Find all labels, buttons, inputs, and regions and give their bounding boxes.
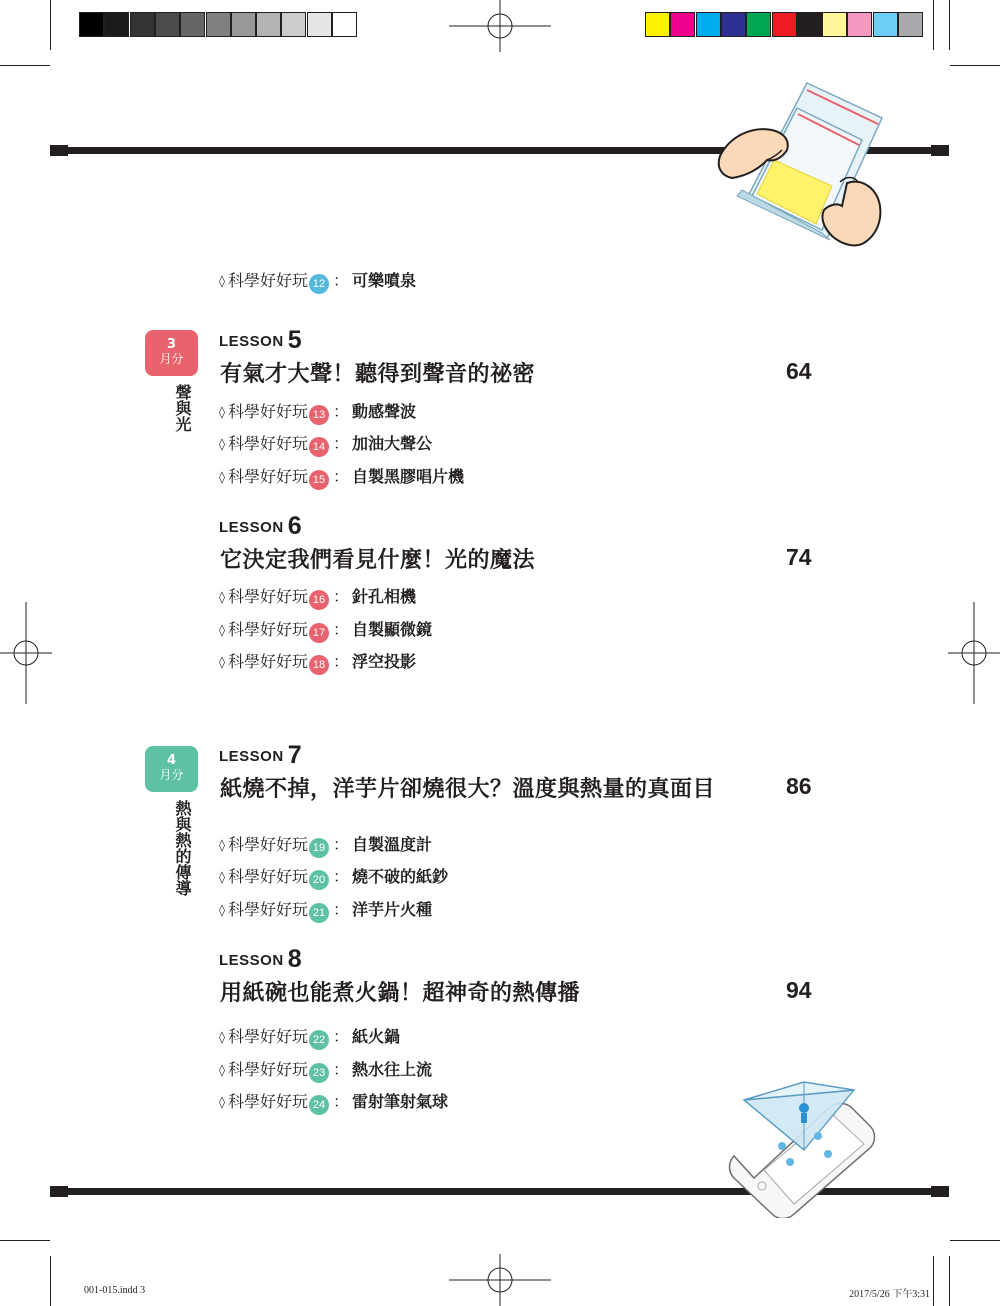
colon: ： bbox=[332, 1060, 349, 1079]
colon: ： bbox=[332, 271, 349, 290]
lesson-word: LESSON bbox=[219, 952, 284, 969]
lesson-word: LESSON bbox=[219, 519, 284, 536]
diamond-icon: ◊ bbox=[219, 903, 225, 917]
experiment-number: 12 bbox=[309, 274, 329, 294]
color-swatch bbox=[696, 12, 721, 37]
lesson-number: 5 bbox=[287, 326, 303, 354]
registration-mark-icon bbox=[449, 1254, 551, 1306]
color-swatch bbox=[797, 12, 822, 37]
experiment-name: 可樂噴泉 bbox=[351, 271, 416, 290]
experiment-number: 18 bbox=[309, 655, 329, 675]
lesson-title[interactable]: 紙燒不掉，洋芋片卻燒很大？溫度與熱量的真面目 bbox=[220, 777, 716, 802]
color-swatch bbox=[822, 12, 847, 37]
experiment-name: 針孔相機 bbox=[351, 587, 416, 606]
lesson-word: LESSON bbox=[219, 748, 284, 765]
experiment-item[interactable] bbox=[219, 271, 416, 294]
experiment-number: 16 bbox=[309, 590, 329, 610]
color-swatch bbox=[772, 12, 797, 37]
page-number[interactable]: 94 bbox=[786, 977, 812, 1003]
colon: ： bbox=[332, 1092, 349, 1111]
experiment-item[interactable] bbox=[219, 900, 432, 923]
month-number: 3 bbox=[166, 337, 177, 352]
experiment-prefix: 科學好好玩 bbox=[227, 1092, 308, 1111]
page-number[interactable]: 64 bbox=[786, 358, 812, 384]
experiment-item[interactable] bbox=[219, 467, 464, 490]
experiment-prefix: 科學好好玩 bbox=[227, 867, 308, 886]
color-swatch bbox=[847, 12, 872, 37]
experiment-number: 17 bbox=[309, 623, 329, 643]
colon: ： bbox=[332, 467, 349, 486]
experiment-number: 24 bbox=[309, 1095, 329, 1115]
experiment-prefix: 科學好好玩 bbox=[227, 271, 308, 290]
colon: ： bbox=[332, 867, 349, 886]
lesson-title[interactable]: 有氣才大聲！聽得到聲音的祕密 bbox=[220, 362, 536, 387]
experiment-prefix: 科學好好玩 bbox=[227, 835, 308, 854]
lesson-title[interactable]: 用紙碗也能煮火鍋！超神奇的熱傳播 bbox=[220, 981, 581, 1006]
color-swatch bbox=[130, 12, 155, 37]
experiment-name: 洋芋片火種 bbox=[351, 900, 432, 919]
color-swatch bbox=[873, 12, 898, 37]
colon: ： bbox=[332, 835, 349, 854]
colon: ： bbox=[332, 402, 349, 421]
rule-cap bbox=[931, 1186, 949, 1197]
diamond-icon: ◊ bbox=[219, 1063, 225, 1077]
colon: ： bbox=[332, 434, 349, 453]
experiment-name: 紙火鍋 bbox=[351, 1027, 400, 1046]
color-swatch bbox=[898, 12, 923, 37]
color-swatch bbox=[79, 12, 104, 37]
experiment-number: 14 bbox=[309, 437, 329, 457]
experiment-item[interactable] bbox=[219, 1092, 448, 1115]
color-swatch bbox=[670, 12, 695, 37]
month-number: 4 bbox=[166, 753, 177, 768]
experiment-number: 21 bbox=[309, 903, 329, 923]
diamond-icon: ◊ bbox=[219, 1095, 225, 1109]
experiment-name: 自製溫度計 bbox=[351, 835, 432, 854]
experiment-item[interactable] bbox=[219, 652, 416, 675]
page-number[interactable]: 86 bbox=[786, 773, 812, 799]
lesson-label bbox=[219, 741, 302, 770]
lesson-word: LESSON bbox=[219, 333, 284, 350]
diamond-icon: ◊ bbox=[219, 437, 225, 451]
experiment-item[interactable] bbox=[219, 835, 432, 858]
diamond-icon: ◊ bbox=[219, 870, 225, 884]
experiment-number: 13 bbox=[309, 405, 329, 425]
diamond-icon: ◊ bbox=[219, 274, 225, 288]
lesson-number: 8 bbox=[287, 945, 303, 973]
experiment-prefix: 科學好好玩 bbox=[227, 652, 308, 671]
color-swatch bbox=[281, 12, 306, 37]
colon: ： bbox=[332, 587, 349, 606]
experiment-item[interactable] bbox=[219, 402, 416, 425]
rule-cap bbox=[50, 145, 68, 156]
rule-cap bbox=[931, 145, 949, 156]
slug-filename: 001-015.indd 3 bbox=[84, 1285, 146, 1296]
diamond-icon: ◊ bbox=[219, 1030, 225, 1044]
registration-mark-icon bbox=[948, 602, 1000, 704]
registration-mark-icon bbox=[0, 602, 52, 704]
color-swatch bbox=[307, 12, 332, 37]
lesson-label bbox=[219, 326, 302, 355]
experiment-prefix: 科學好好玩 bbox=[227, 900, 308, 919]
experiment-name: 熱水往上流 bbox=[351, 1060, 432, 1079]
lesson-label bbox=[219, 512, 302, 541]
colon: ： bbox=[332, 620, 349, 639]
diamond-icon: ◊ bbox=[219, 470, 225, 484]
experiment-name: 自製黑膠唱片機 bbox=[351, 467, 464, 486]
diamond-icon: ◊ bbox=[219, 838, 225, 852]
experiment-name: 浮空投影 bbox=[351, 652, 416, 671]
experiment-number: 22 bbox=[309, 1030, 329, 1050]
experiment-number: 15 bbox=[309, 470, 329, 490]
section-title: 熱與熱的傳導 bbox=[173, 800, 192, 896]
registration-mark-icon bbox=[449, 0, 551, 52]
crop-mark bbox=[0, 1240, 50, 1241]
experiment-item[interactable] bbox=[219, 867, 448, 890]
experiment-name: 加油大聲公 bbox=[351, 434, 432, 453]
ziplock-bag-illustration bbox=[712, 78, 892, 248]
experiment-name: 自製顯微鏡 bbox=[351, 620, 432, 639]
experiment-prefix: 科學好好玩 bbox=[227, 620, 308, 639]
crop-mark bbox=[933, 1256, 934, 1306]
experiment-item[interactable] bbox=[219, 620, 432, 643]
colon: ： bbox=[332, 1027, 349, 1046]
color-swatch bbox=[104, 12, 129, 37]
experiment-name: 動感聲波 bbox=[351, 402, 416, 421]
month-badge bbox=[145, 330, 198, 376]
month-unit: 月分 bbox=[159, 352, 184, 366]
crop-mark bbox=[949, 0, 950, 50]
color-swatch bbox=[231, 12, 256, 37]
color-swatch bbox=[332, 12, 357, 37]
page-number[interactable]: 74 bbox=[786, 544, 812, 570]
crop-mark bbox=[933, 0, 934, 50]
experiment-prefix: 科學好好玩 bbox=[227, 402, 308, 421]
experiment-item[interactable] bbox=[219, 587, 416, 610]
crop-mark bbox=[50, 1256, 51, 1306]
crop-mark bbox=[50, 0, 51, 50]
experiment-prefix: 科學好好玩 bbox=[227, 587, 308, 606]
lesson-title[interactable]: 它決定我們看見什麼！光的魔法 bbox=[220, 548, 536, 573]
color-swatch bbox=[746, 12, 771, 37]
experiment-number: 23 bbox=[309, 1063, 329, 1083]
experiment-number: 20 bbox=[309, 870, 329, 890]
rule-cap bbox=[50, 1186, 68, 1197]
experiment-number: 19 bbox=[309, 838, 329, 858]
diamond-icon: ◊ bbox=[219, 590, 225, 604]
lesson-number: 6 bbox=[287, 512, 303, 540]
color-swatch bbox=[256, 12, 281, 37]
month-unit: 月分 bbox=[159, 768, 184, 782]
experiment-item[interactable] bbox=[219, 1027, 400, 1050]
color-swatch bbox=[721, 12, 746, 37]
lesson-label bbox=[219, 945, 302, 974]
diamond-icon: ◊ bbox=[219, 655, 225, 669]
crop-mark bbox=[950, 1240, 1000, 1241]
crop-mark bbox=[949, 1256, 950, 1306]
experiment-item[interactable] bbox=[219, 434, 432, 457]
color-swatch bbox=[180, 12, 205, 37]
slug-timestamp: 2017/5/26 下午3:31 bbox=[849, 1289, 930, 1300]
diamond-icon: ◊ bbox=[219, 405, 225, 419]
experiment-prefix: 科學好好玩 bbox=[227, 1027, 308, 1046]
phone-hologram-illustration bbox=[724, 1078, 884, 1218]
color-swatch bbox=[155, 12, 180, 37]
experiment-prefix: 科學好好玩 bbox=[227, 467, 308, 486]
crop-mark bbox=[950, 65, 1000, 66]
color-swatch bbox=[645, 12, 670, 37]
colon: ： bbox=[332, 652, 349, 671]
experiment-name: 雷射筆射氣球 bbox=[351, 1092, 448, 1111]
colon: ： bbox=[332, 900, 349, 919]
month-badge bbox=[145, 746, 198, 792]
color-swatch bbox=[206, 12, 231, 37]
experiment-name: 燒不破的紙鈔 bbox=[351, 867, 448, 886]
diamond-icon: ◊ bbox=[219, 623, 225, 637]
section-title: 聲與光 bbox=[173, 384, 192, 432]
experiment-item[interactable] bbox=[219, 1060, 432, 1083]
lesson-number: 7 bbox=[287, 741, 303, 769]
experiment-prefix: 科學好好玩 bbox=[227, 1060, 308, 1079]
crop-mark bbox=[0, 65, 50, 66]
experiment-prefix: 科學好好玩 bbox=[227, 434, 308, 453]
